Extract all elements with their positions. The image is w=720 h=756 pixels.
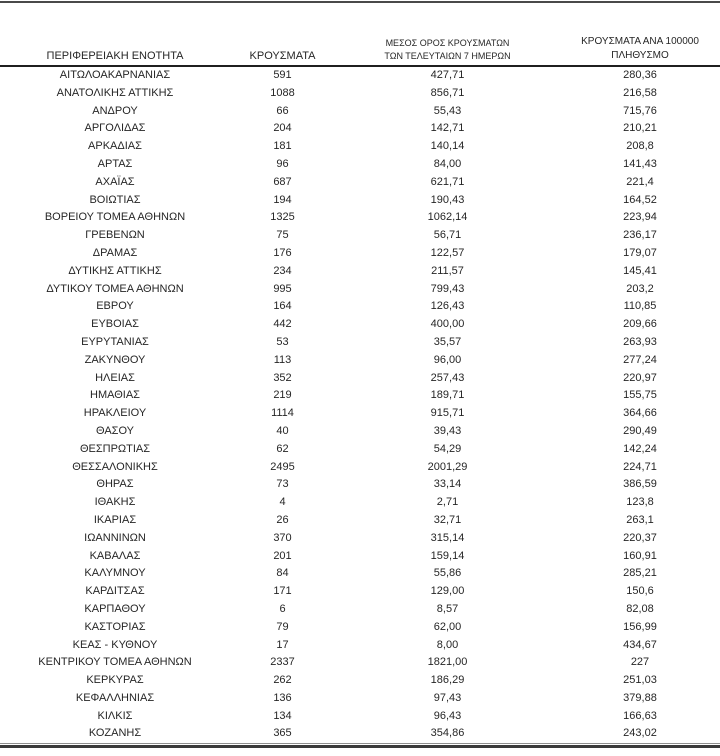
cell-region: ΘΗΡΑΣ [96, 478, 134, 491]
cell-cases: 181 [273, 140, 292, 153]
table-row [0, 725, 720, 743]
cell-cases: 40 [276, 424, 289, 437]
cell-cases: 6 [279, 602, 286, 615]
cell-avg-7day: 354,86 [430, 727, 465, 740]
cell-region: ΚΕΝΤΡΙΚΟΥ ΤΟΜΕΑ ΑΘΗΝΩΝ [38, 656, 192, 669]
table-row [0, 583, 720, 601]
cell-region: ΚΕΡΚΥΡΑΣ [86, 674, 144, 687]
cell-per-100k: 364,66 [623, 407, 657, 420]
col-header-cases-per-100k-line1: ΚΡΟΥΣΜΑΤΑ ΑΝΑ 100000 [581, 36, 699, 47]
table-row [0, 316, 720, 334]
cell-cases: 204 [273, 122, 292, 135]
cell-avg-7day: 33,14 [433, 478, 462, 491]
cell-region: ΕΥΡΥΤΑΝΙΑΣ [81, 335, 149, 348]
cell-cases: 113 [273, 353, 292, 366]
table-row [0, 138, 720, 156]
cell-region: ΗΡΑΚΛΕΙΟΥ [83, 407, 147, 420]
cell-avg-7day: 126,43 [430, 300, 465, 313]
cell-per-100k: 141,43 [623, 157, 657, 170]
cell-region: ΑΝΑΤΟΛΙΚΗΣ ΑΤΤΙΚΗΣ [56, 86, 174, 99]
cell-per-100k: 280,36 [623, 69, 657, 81]
cell-avg-7day: 97,43 [433, 691, 462, 704]
cell-per-100k: 379,88 [623, 691, 657, 704]
cell-per-100k: 179,07 [623, 246, 657, 259]
cell-per-100k: 715,76 [623, 104, 657, 117]
cell-avg-7day: 140,14 [430, 140, 465, 153]
table-row [0, 619, 720, 637]
table-row [0, 334, 720, 352]
table-row [0, 512, 720, 530]
table-row [0, 441, 720, 459]
table-row [0, 405, 720, 423]
cell-per-100k: 220,37 [623, 531, 657, 544]
cell-cases: 26 [276, 513, 289, 526]
cell-per-100k: 263,93 [623, 335, 657, 348]
cell-cases: 2337 [270, 656, 295, 669]
cell-avg-7day: 257,43 [430, 371, 465, 384]
table-row [0, 548, 720, 566]
cell-avg-7day: 56,71 [433, 229, 462, 242]
bottom-rule [0, 745, 720, 748]
cell-avg-7day: 84,00 [433, 157, 462, 170]
cell-avg-7day: 400,00 [430, 318, 465, 331]
cell-region: ΔΥΤΙΚΗΣ ΑΤΤΙΚΗΣ [68, 264, 162, 277]
cell-per-100k: 236,17 [623, 229, 657, 242]
cell-cases: 194 [273, 193, 292, 206]
col-header-cases-per-100k-line2: ΠΛΗΘΥΣΜΟ [611, 50, 669, 61]
table-row [0, 476, 720, 494]
report-table-page [0, 1, 720, 748]
table-row [0, 387, 720, 405]
table-row [0, 601, 720, 619]
cell-avg-7day: 8,57 [436, 602, 459, 615]
table-row [0, 263, 720, 281]
cell-cases: 442 [273, 318, 292, 331]
cell-cases: 219 [273, 389, 292, 402]
cell-per-100k: 251,03 [623, 674, 657, 687]
cell-cases: 1088 [270, 86, 295, 99]
col-header-7day-average [335, 3, 560, 66]
cell-region: ΚΕΦΑΛΛΗΝΙΑΣ [75, 691, 155, 704]
cell-cases: 201 [273, 549, 292, 562]
cell-avg-7day: 1062,14 [427, 211, 468, 224]
cell-region: ΙΩΑΝΝΙΝΩΝ [84, 531, 146, 544]
table-row [0, 708, 720, 726]
cell-cases: 370 [273, 531, 292, 544]
cell-avg-7day: 8,00 [436, 638, 459, 651]
cell-avg-7day: 2,71 [436, 496, 459, 509]
table-row [0, 352, 720, 370]
cell-cases: 84 [276, 567, 289, 580]
cell-per-100k: 216,58 [623, 86, 657, 99]
cell-avg-7day: 96,00 [433, 353, 462, 366]
cell-cases: 171 [273, 585, 292, 598]
cell-per-100k: 82,08 [626, 602, 654, 615]
cell-per-100k: 243,02 [623, 727, 657, 740]
table-row [0, 637, 720, 655]
cell-avg-7day: 190,43 [430, 193, 465, 206]
cell-avg-7day: 54,29 [433, 442, 462, 455]
cell-per-100k: 263,1 [626, 513, 654, 526]
table-row [0, 85, 720, 103]
cell-cases: 687 [273, 175, 292, 188]
cell-region: ΑΡΤΑΣ [97, 157, 133, 170]
cell-avg-7day: 189,71 [430, 389, 465, 402]
table-row [0, 227, 720, 245]
col-header-7day-average-line1: ΜΕΣΟΣ ΟΡΟΣ ΚΡΟΥΣΜΑΤΩΝ [385, 37, 510, 48]
table-row [0, 103, 720, 121]
cell-region: ΚΑΣΤΟΡΙΑΣ [84, 620, 146, 633]
cell-cases: 79 [276, 620, 289, 633]
cell-per-100k: 155,75 [623, 389, 657, 402]
cell-cases: 2495 [270, 460, 295, 473]
cell-region: ΔΥΤΙΚΟΥ ΤΟΜΕΑ ΑΘΗΝΩΝ [46, 282, 184, 295]
cell-cases: 53 [276, 335, 289, 348]
cell-cases: 1114 [271, 407, 294, 420]
cell-cases: 176 [273, 246, 292, 259]
table-row [0, 654, 720, 672]
cell-avg-7day: 856,71 [430, 86, 465, 99]
table-row [0, 565, 720, 583]
cell-region: ΒΟΡΕΙΟΥ ΤΟΜΕΑ ΑΘΗΝΩΝ [44, 211, 186, 224]
cell-per-100k: 220,97 [623, 371, 657, 384]
cell-cases: 164 [273, 300, 292, 313]
regional-cases-table [0, 3, 720, 744]
cell-cases: 262 [273, 674, 292, 687]
header-row [0, 3, 720, 66]
cell-avg-7day: 1821,00 [427, 656, 468, 669]
table-row [0, 245, 720, 263]
cell-avg-7day: 159,14 [430, 549, 465, 562]
cell-avg-7day: 915,71 [430, 407, 465, 420]
cell-per-100k: 145,41 [623, 264, 657, 277]
cell-region: ΕΥΒΟΙΑΣ [91, 318, 139, 331]
cell-per-100k: 164,52 [623, 193, 657, 206]
table-row [0, 192, 720, 210]
cell-avg-7day: 96,43 [433, 709, 462, 722]
cell-region: ΙΚΑΡΙΑΣ [93, 513, 137, 526]
cell-avg-7day: 621,71 [430, 175, 465, 188]
col-header-cases-per-100k [560, 3, 720, 66]
cell-region: ΖΑΚΥΝΘΟΥ [84, 353, 146, 366]
table-row [0, 174, 720, 192]
cell-region: ΓΡΕΒΕΝΩΝ [85, 229, 145, 242]
cell-region: ΗΛΕΙΑΣ [95, 371, 135, 384]
table-row [0, 370, 720, 388]
cell-region: ΘΑΣΟΥ [95, 424, 135, 437]
cell-per-100k: 209,66 [623, 318, 657, 331]
cell-region: ΕΒΡΟΥ [96, 300, 134, 313]
cell-avg-7day: 55,43 [433, 104, 462, 117]
cell-avg-7day: 55,86 [433, 567, 462, 580]
cell-cases: 591 [273, 69, 292, 81]
cell-region: ΙΘΑΚΗΣ [94, 496, 136, 509]
cell-per-100k: 290,49 [623, 424, 657, 437]
cell-per-100k: 123,8 [626, 496, 654, 509]
cell-per-100k: 221,4 [626, 175, 654, 188]
cell-per-100k: 277,24 [623, 353, 657, 366]
table-row [0, 209, 720, 227]
cell-per-100k: 285,21 [623, 567, 657, 580]
cell-cases: 17 [276, 638, 289, 651]
table-row [0, 423, 720, 441]
cell-cases: 234 [273, 264, 292, 277]
cell-per-100k: 203,2 [626, 282, 654, 295]
table-row [0, 281, 720, 299]
table-row [0, 156, 720, 174]
cell-cases: 136 [273, 691, 292, 704]
cell-per-100k: 210,21 [623, 122, 657, 135]
table-row [0, 690, 720, 708]
cell-avg-7day: 799,43 [430, 282, 465, 295]
col-header-regional-unit: ΠΕΡΙΦΕΡΕΙΑΚΗ ΕΝΟΤΗΤΑ [0, 3, 230, 66]
cell-region: ΚΑΡΠΑΘΟΥ [84, 602, 146, 615]
cell-avg-7day: 186,29 [430, 674, 465, 687]
cell-avg-7day: 427,71 [430, 69, 465, 81]
cell-region: ΚΑΡΔΙΤΣΑΣ [85, 585, 145, 598]
table-row [0, 672, 720, 690]
cell-per-100k: 166,63 [623, 709, 657, 722]
cell-region: ΚΑΛΥΜΝΟΥ [84, 567, 146, 580]
cell-cases: 134 [273, 709, 292, 722]
cell-avg-7day: 129,00 [430, 585, 465, 598]
cell-cases: 75 [276, 229, 289, 242]
cell-avg-7day: 211,57 [431, 264, 464, 277]
cell-region: ΚΟΖΑΝΗΣ [88, 727, 142, 740]
cell-region: ΘΕΣΣΑΛΟΝΙΚΗΣ [72, 460, 158, 473]
cell-region: ΗΜΑΘΙΑΣ [90, 389, 140, 402]
table-row [0, 459, 720, 477]
table-row [0, 298, 720, 316]
cell-avg-7day: 35,57 [433, 335, 462, 348]
cell-region: ΑΡΓΟΛΙΔΑΣ [84, 122, 146, 135]
table-row [0, 530, 720, 548]
cell-region: ΚΑΒΑΛΑΣ [89, 549, 141, 562]
cell-cases: 66 [276, 104, 289, 117]
cell-region: ΚΕΑΣ - ΚΥΘΝΟΥ [72, 638, 158, 651]
cell-cases: 4 [279, 496, 286, 509]
cell-per-100k: 110,85 [623, 300, 657, 313]
cell-per-100k: 224,71 [623, 460, 657, 473]
cell-avg-7day: 142,71 [430, 122, 465, 135]
cell-region: ΒΟΙΩΤΙΑΣ [89, 193, 141, 206]
cell-avg-7day: 39,43 [433, 424, 462, 437]
col-header-7day-average-line2: ΤΩΝ ΤΕΛΕΥΤΑΙΩΝ 7 ΗΜΕΡΩΝ [384, 50, 511, 61]
cell-avg-7day: 62,00 [433, 620, 462, 633]
cell-region: ΑΝΔΡΟΥ [92, 104, 138, 117]
cell-region: ΔΡΑΜΑΣ [92, 246, 138, 259]
col-header-cases: ΚΡΟΥΣΜΑΤΑ [230, 3, 335, 66]
cell-region: ΑΧΑΪΑΣ [95, 175, 135, 188]
table-row [0, 120, 720, 138]
cell-cases: 1325 [270, 211, 295, 224]
cell-cases: 365 [273, 727, 292, 740]
cell-per-100k: 208,8 [626, 140, 654, 153]
cell-cases: 96 [276, 157, 289, 170]
cell-avg-7day: 315,14 [430, 531, 465, 544]
cell-cases: 73 [276, 478, 289, 491]
cell-per-100k: 150,6 [626, 585, 654, 598]
cell-avg-7day: 32,71 [433, 513, 462, 526]
table-row [0, 494, 720, 512]
cell-region: ΑΙΤΩΛΟΑΚΑΡΝΑΝΙΑΣ [59, 69, 171, 81]
cell-per-100k: 434,67 [623, 638, 657, 651]
cell-per-100k: 386,59 [623, 478, 657, 491]
cell-region: ΘΕΣΠΡΩΤΙΑΣ [79, 442, 151, 455]
cell-cases: 62 [276, 442, 289, 455]
cell-per-100k: 160,91 [623, 549, 657, 562]
cell-per-100k: 156,99 [623, 620, 657, 633]
cell-per-100k: 142,24 [623, 442, 657, 455]
cell-avg-7day: 2001,29 [427, 460, 468, 473]
cell-avg-7day: 122,57 [430, 246, 465, 259]
cell-cases: 352 [273, 371, 292, 384]
cell-per-100k: 223,94 [623, 211, 657, 224]
cell-region: ΑΡΚΑΔΙΑΣ [88, 140, 142, 153]
table-row [0, 66, 720, 85]
cell-region: ΚΙΛΚΙΣ [97, 709, 133, 722]
cell-per-100k: 227 [630, 656, 650, 669]
cell-cases: 995 [273, 282, 292, 295]
